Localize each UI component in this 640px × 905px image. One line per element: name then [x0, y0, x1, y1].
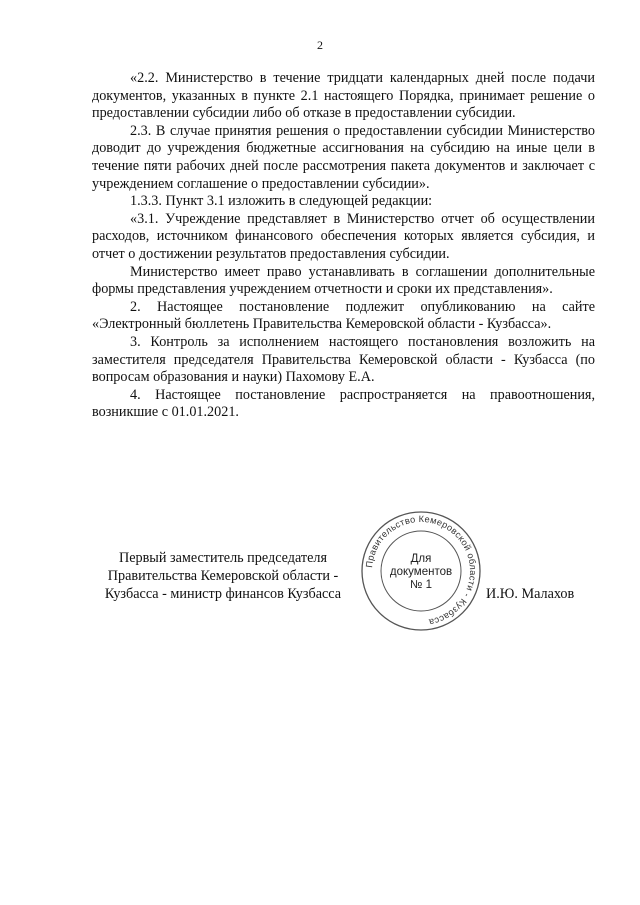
paragraph-item-3: 3. Контроль за исполнением настоящего постановления возложить на заместителя председателя Правительства Кемеровской области - Кузбасса (по вопросам образования и науки) Пахомову Е.А.: [92, 333, 595, 386]
seal-center-text: [381, 553, 461, 592]
signatory-position: [92, 549, 354, 603]
paragraph-2-2: «2.2. Министерство в течение тридцати календарных дней после подачи документов, указанных в пункте 2.1 настоящего Порядка, принимает решение о предоставлении субсидии либо об отказе в предоставлении субсидии.: [92, 70, 595, 122]
signatory-position-line: Первый заместитель председателя: [118, 550, 328, 566]
document-body: [92, 70, 595, 422]
paragraph-item-4: 4. Настоящее постановление распространяется на правоотношения, возникшие с 01.01.2021.: [92, 386, 595, 421]
seal-center-line: документов: [389, 566, 453, 578]
paragraph-ministry-right: Министерство имеет право устанавливать в соглашении дополнительные формы представления учреждением отчетности и сроки их представления».: [92, 263, 595, 298]
page-number: 2: [317, 38, 323, 52]
seal-ring-text: Правительство Кемеровской области - Кузбасса: [364, 513, 479, 628]
seal-center-line: Для: [410, 553, 432, 565]
paragraph-2-3: 2.3. В случае принятия решения о предоставлении субсидии Министерство доводит до учреждения бюджетные ассигнования на субсидию на иные цели в течение пяти рабочих дней после рассмотрения пакета документов и заключает с учреждением соглашение о предоставлении субсидии».: [92, 122, 595, 192]
signatory-position-line: Кузбасса - министр финансов Кузбасса: [104, 586, 342, 602]
paragraph-3-1: «3.1. Учреждение представляет в Министерство отчет об осуществлении расходов, источником финансового обеспечения которых является субсидия, и отчет о достижении результатов предоставления субсидии.: [92, 210, 595, 262]
paragraph-item-2: 2. Настоящее постановление подлежит опубликованию на сайте «Электронный бюллетень Правительства Кемеровской области - Кузбасса».: [92, 298, 595, 333]
signatory-position-line: Правительства Кемеровской области -: [107, 568, 339, 584]
signatory-name: И.Ю. Малахов: [486, 586, 575, 602]
seal-center-line: № 1: [410, 579, 432, 591]
paragraph-1-3-3: 1.3.3. Пункт 3.1 изложить в следующей редакции:: [130, 193, 433, 210]
